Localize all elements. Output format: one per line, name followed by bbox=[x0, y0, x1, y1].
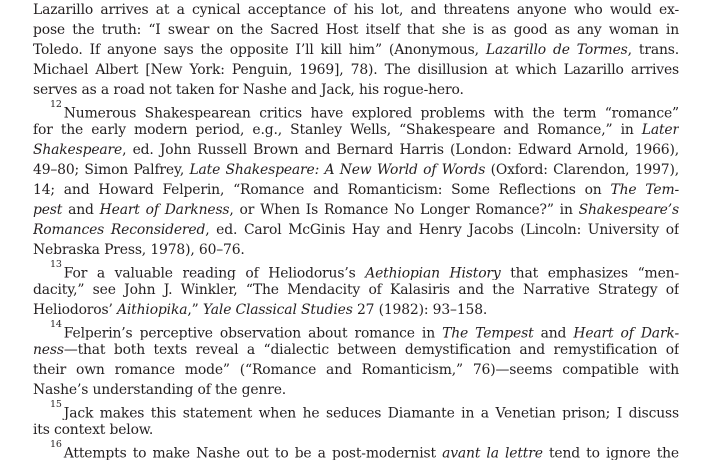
text-run: their own romance mode” (“Romance and Romanticism,” 76)—seems compatible with bbox=[33, 362, 679, 378]
text-run: , trans. bbox=[627, 42, 679, 58]
text-run: , ed. John Russell Brown and Bernard Harris (London: Edward Arnold, 1966), bbox=[122, 142, 679, 158]
text-run: —that both texts reveal a “dialectic between demystification and remystification of bbox=[63, 342, 679, 358]
italic-text: Late Shakespeare: A New World of Words bbox=[189, 162, 486, 178]
italic-text: Shakespeare bbox=[33, 142, 123, 158]
italic-text: The Tem- bbox=[610, 182, 679, 198]
footnote-line bbox=[33, 340, 679, 360]
footnote-line bbox=[33, 380, 679, 400]
italic-text: Shakespeare’s bbox=[578, 202, 679, 218]
footnote-line bbox=[33, 360, 679, 380]
footnote-line bbox=[50, 400, 679, 420]
text-run: tend to ignore the bbox=[542, 445, 679, 460]
footnote-line bbox=[33, 160, 679, 180]
text-run: Heliodoros’ bbox=[33, 302, 117, 318]
italic-text: avant la lettre bbox=[442, 445, 543, 460]
italic-text: Later bbox=[641, 122, 679, 138]
italic-text: Aithiopika bbox=[117, 302, 188, 318]
text-run: 14; and Howard Felperin, “Romance and Romanticism: Some Reflections on bbox=[33, 182, 611, 198]
footnote-line bbox=[33, 220, 679, 240]
footnote-line bbox=[33, 40, 679, 60]
text-run: that emphasizes “men- bbox=[500, 265, 679, 280]
italic-text: Heart of Darkness bbox=[99, 202, 230, 218]
text-run: 27 (1982): 93–158. bbox=[352, 302, 488, 318]
text-run: Nebraska Press, 1978), 60–76. bbox=[33, 242, 245, 258]
text-run: , or When Is Romance No Longer Romance?” in bbox=[229, 202, 579, 218]
text-run: Numerous Shakespearean critics have explored problems with the term “romance” bbox=[63, 105, 679, 120]
footnote-number: 15 bbox=[50, 400, 62, 410]
text-run: Felperin’s perceptive observation about romance in bbox=[63, 325, 443, 340]
italic-text: The Tempest bbox=[442, 325, 534, 340]
text-run: (Oxford: Clarendon, 1997), bbox=[485, 162, 679, 178]
text-run: its context below. bbox=[33, 422, 154, 438]
footnote-line bbox=[50, 100, 679, 120]
footnote-line bbox=[33, 60, 679, 80]
footnote-line bbox=[33, 120, 679, 140]
footnote-line bbox=[33, 180, 679, 200]
italic-text: Yale Classical Studies bbox=[202, 302, 353, 318]
text-run: and bbox=[533, 325, 574, 340]
footnote-line bbox=[33, 200, 679, 220]
text-run: Lazarillo arrives at a cynical acceptance of his lot, and threatens anyone who would ex- bbox=[33, 2, 679, 18]
italic-text: ness bbox=[33, 342, 64, 358]
footnote-line bbox=[33, 420, 679, 440]
footnote-line bbox=[33, 20, 679, 40]
italic-text: Romances Reconsidered bbox=[33, 222, 206, 238]
italic-text: Aethiopian History bbox=[365, 265, 501, 280]
text-run: and bbox=[62, 202, 100, 218]
footnote-line bbox=[50, 260, 679, 280]
text-run: serves as a road not taken for Nashe and Jack, his rogue-hero. bbox=[33, 82, 464, 98]
text-run: Jack makes this statement when he seduces Diamante in a Venetian prison; I discuss bbox=[63, 405, 679, 420]
footnote-line bbox=[50, 320, 679, 340]
text-run: Attempts to make Nashe out to be a post-modernist bbox=[63, 445, 443, 460]
footnote-line bbox=[33, 240, 679, 260]
footnote-line bbox=[33, 300, 679, 320]
footnote-line bbox=[33, 80, 679, 100]
text-run: 49–80; Simon Palfrey, bbox=[33, 162, 190, 178]
footnote-line bbox=[50, 440, 679, 460]
text-run: for the early modern period, e.g., Stanley Wells, “Shakespeare and Romance,” in bbox=[33, 122, 642, 138]
text-run: dacity,” see John J. Winkler, “The Mendacity of Kalasiris and the Narrative Strategy of bbox=[33, 282, 679, 298]
text-run: pose the truth: “I swear on the Sacred Host itself that she is as good as any woman in bbox=[33, 22, 679, 38]
italic-text: Heart of Dark- bbox=[573, 325, 679, 340]
text-run: For a valuable reading of Heliodorus’s bbox=[63, 265, 366, 280]
italic-text: Lazarillo de Tormes bbox=[485, 42, 628, 58]
italic-text: pest bbox=[33, 202, 63, 218]
text-run: Michael Albert [New York: Penguin, 1969], 78). The disillusion at which Lazarillo arrives bbox=[33, 62, 679, 78]
text-run: ,” bbox=[187, 302, 203, 318]
footnote-number: 13 bbox=[50, 260, 62, 270]
footnote-number: 12 bbox=[50, 100, 62, 110]
text-run: Toledo. If anyone says the opposite I’ll kill him” (Anonymous, bbox=[33, 42, 486, 58]
text-run: Nashe’s understanding of the genre. bbox=[33, 382, 287, 398]
footnote-line bbox=[33, 140, 679, 160]
text-run: , ed. Carol McGinis Hay and Henry Jacobs (Lincoln: University of bbox=[205, 222, 679, 238]
footnote-line bbox=[33, 0, 679, 20]
footnote-number: 16 bbox=[50, 440, 62, 450]
footnote-number: 14 bbox=[50, 320, 62, 330]
footnote-line bbox=[33, 280, 679, 300]
